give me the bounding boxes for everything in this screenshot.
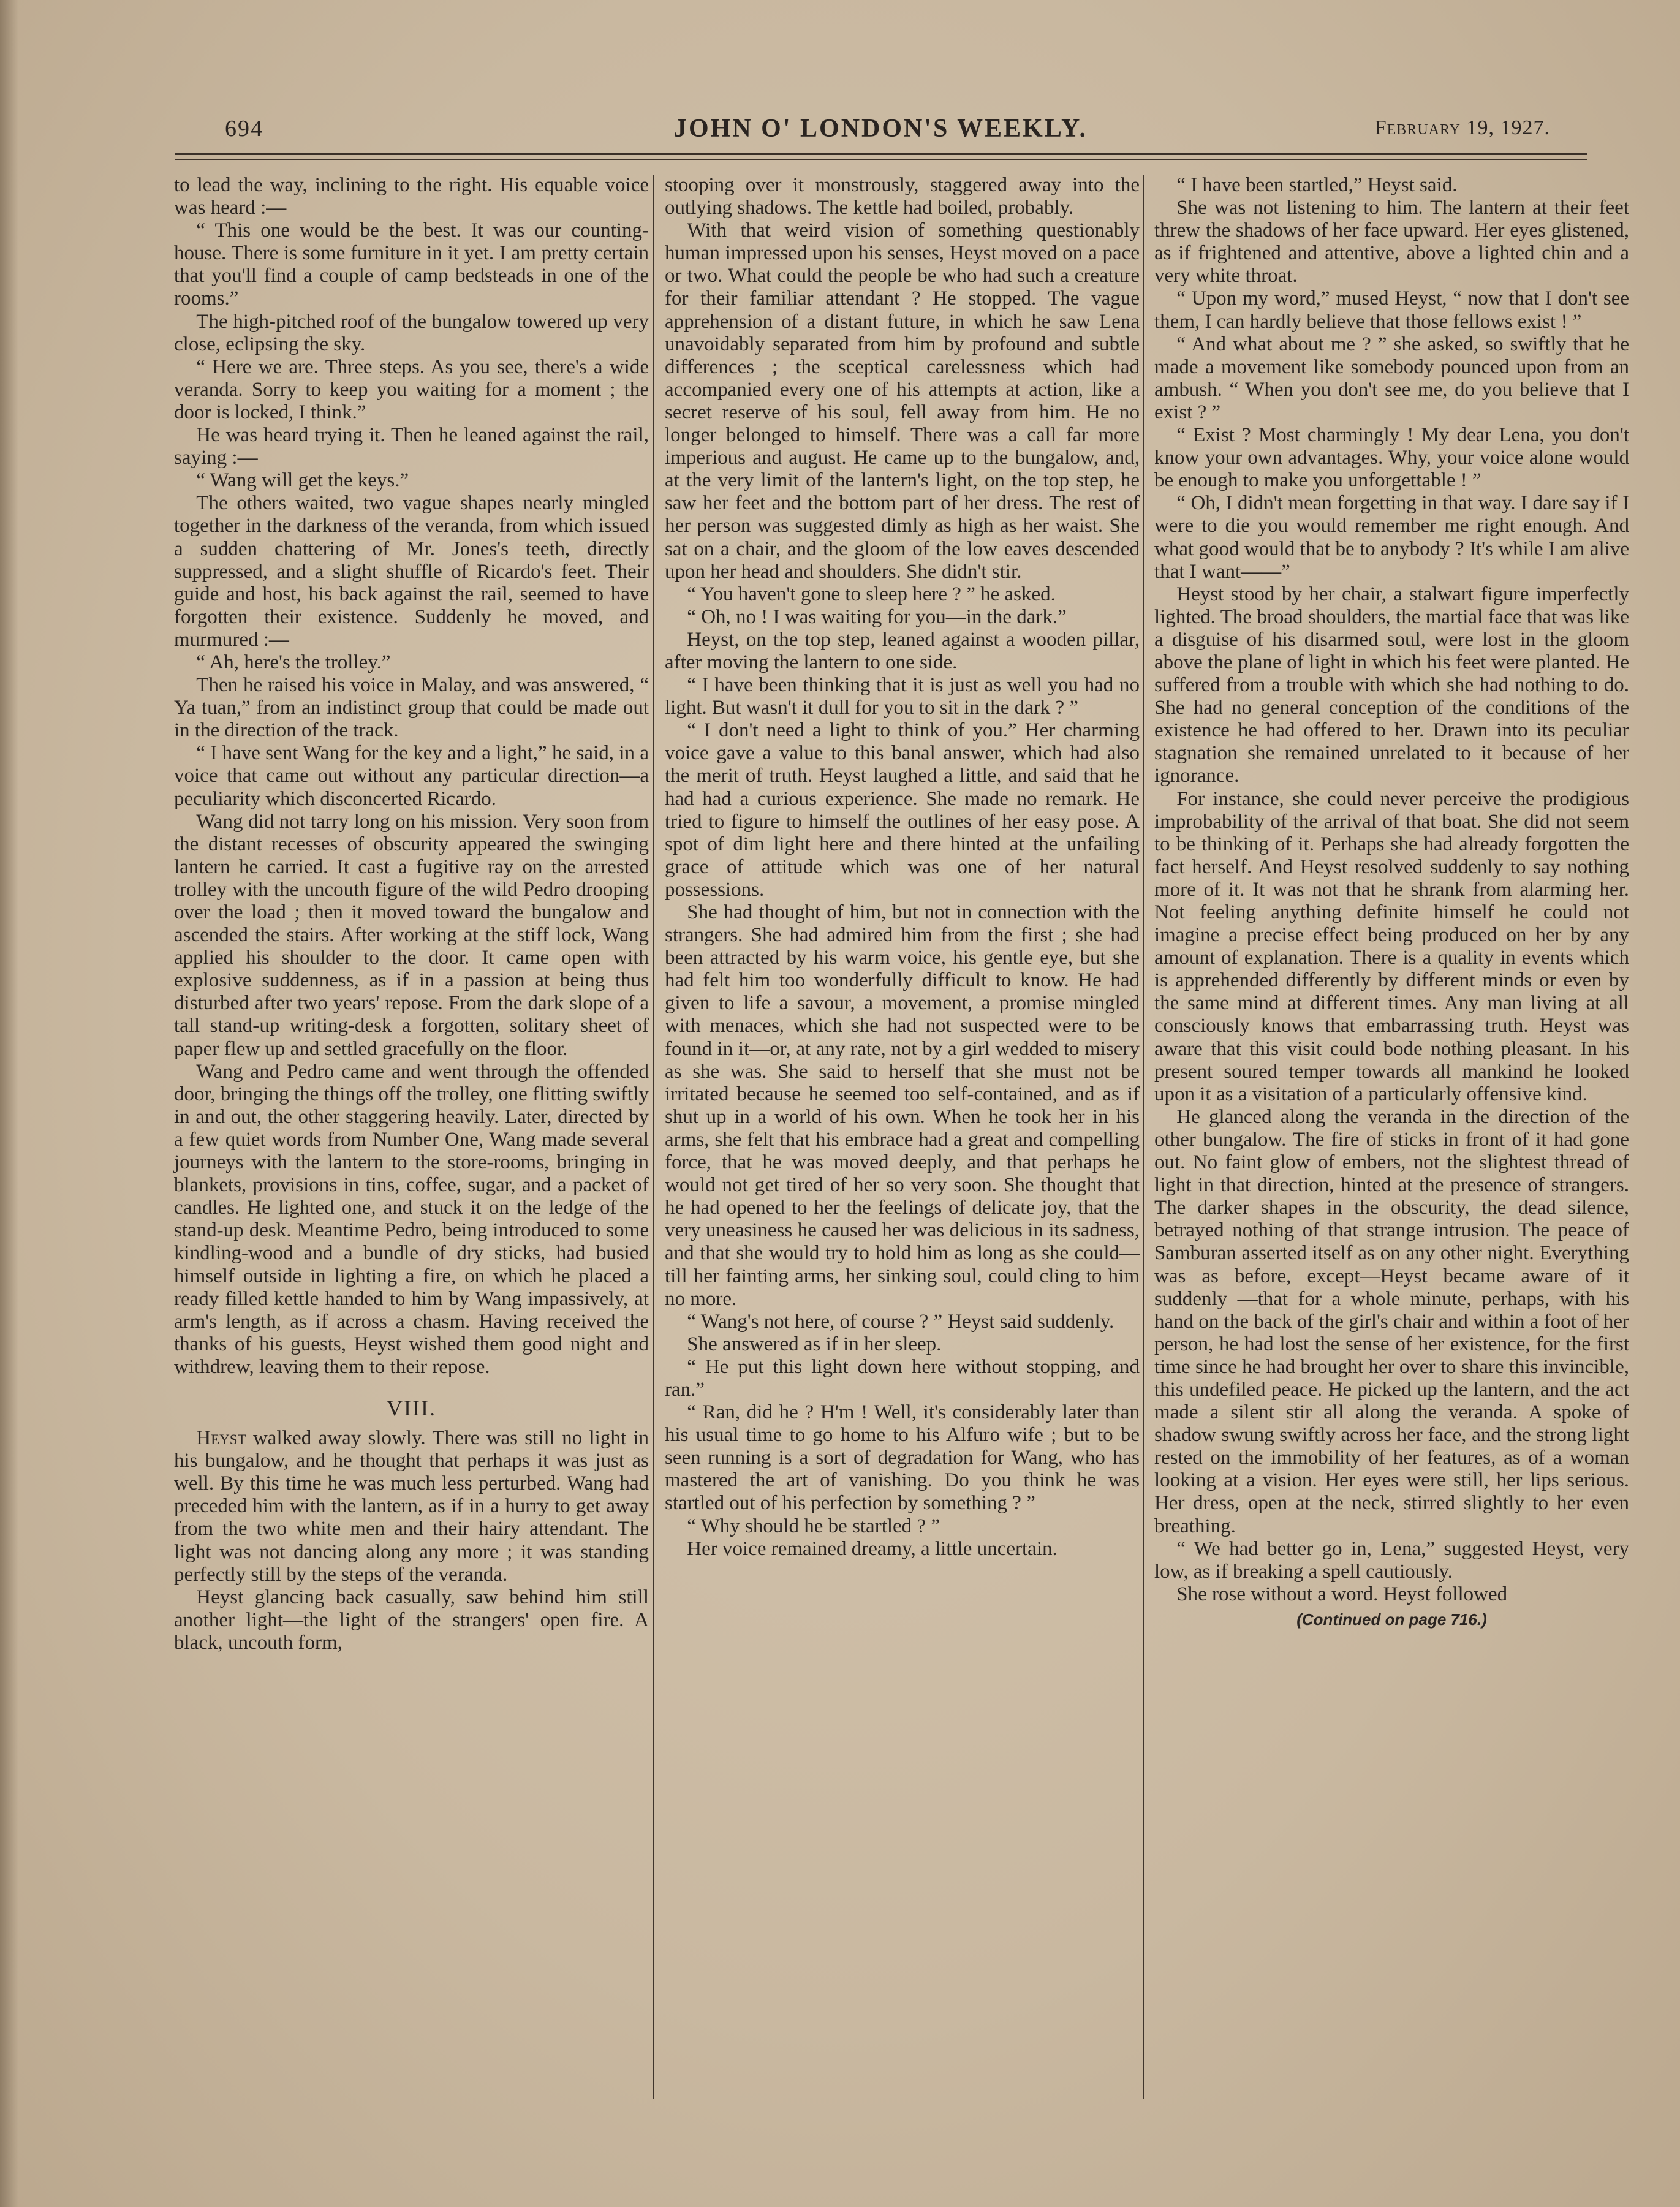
publication-title: JOHN O' LONDON'S WEEKLY. bbox=[674, 115, 1088, 143]
paragraph: “ Oh, I didn't mean forgetting in that way. I dare say if I were to die you would remember me right enough. And what good would that be to anybody ? It's while I am alive that I want——” bbox=[1154, 492, 1629, 583]
paragraph: She had thought of him, but not in connection with the strangers. She had admired him from the first ; she had been attracted by his warm voice, his gentle eye, but she had felt him too wonderfully difficult to know. He had given to life a savour, a movement, a promise mingled with menaces, which she had not suspected were to be found in it—or, at any rate, not by a girl wedded to misery as she was. She said to herself that she must not be irritated because he seemed too self-contained, and as if shut up in a world of his own. When he took her in his arms, she felt that his embrace had a great and compelling force, that he was moved deeply, and that perhaps he would not get tired of her so very soon. She thought that he had opened to her the feelings of delicate joy, that the very uneasiness he caused her was delicious in its sadness, and that she would try to hold him as long as she could—till her fainting arms, her sinking soul, could cling to him no more. bbox=[665, 901, 1140, 1310]
page-header bbox=[175, 114, 1587, 151]
paragraph: “ Why should he be startled ? ” bbox=[687, 1515, 940, 1537]
paragraph: She was not listening to him. The lantern at their feet threw the shadows of her face upward. Her eyes glistened, as if frightened and attentive, above a lighted chin and a very white throat. bbox=[1154, 197, 1629, 287]
paragraph: “ This one would be the best. It was our counting-house. There is some furniture in it yet. I am pretty certain that you'll find a couple of camp bedsteads in one of the rooms.” bbox=[174, 219, 649, 310]
paragraph: With that weird vision of something questionably human impressed upon his senses, Heyst moved on a pace or two. What could the people be who had such a creature for their familiar attendant ? He stopped. The vague apprehension of a distant future, in which he saw Lena unavoidably separated from him by profound and subtle differences ; the sceptical carelessness which had accompanied every one of his attempts at action, like a secret reserve of his soul, fell away from him. He no longer belonged to himself. There was a call far more imperious and august. He came up to the bungalow, and, at the very limit of the lantern's light, on the top step, he saw her feet and the bottom part of her dress. The rest of her person was suggested dimly as high as her waist. She sat on a chair, and the gloom of the low eaves descended upon her head and shoulders. She didn't stir. bbox=[665, 219, 1140, 583]
paragraph: “ I have been thinking that it is just as well you had no light. But wasn't it dull for you to sit in the dark ? ” bbox=[665, 674, 1140, 719]
paragraph: “ I don't need a light to think of you.” Her charming voice gave a value to this banal answer, which had also the merit of truth. Heyst laughed a little, and said that he had had a curious experience. She made no remark. He tried to figure to himself the outlines of her easy pose. A spot of dim light here and there hinted at the unfailing grace of attitude which was one of her natural possessions. bbox=[665, 719, 1140, 901]
paragraph: “ Upon my word,” mused Heyst, “ now that I don't see them, I can hardly believe that those fellows exist ! ” bbox=[1154, 287, 1629, 333]
paragraph: “ Exist ? Most charmingly ! My dear Lena, you don't know your own advantages. Why, your voice alone would be enough to make you unforgettable ! ” bbox=[1154, 424, 1629, 492]
header-rule-thick bbox=[175, 153, 1587, 155]
header-rule-thin bbox=[175, 159, 1587, 160]
column-divider bbox=[1143, 175, 1144, 2099]
paragraph: “ I have sent Wang for the key and a light,” he said, in a voice that came out without any particular direction—a peculiarity which disconcerted Ricardo. bbox=[174, 742, 649, 810]
paragraph: “ Here we are. Three steps. As you see, there's a wide veranda. Sorry to keep you waiting for a moment ; the door is locked, I think.” bbox=[174, 355, 649, 423]
paragraph: He was heard trying it. Then he leaned against the rail, saying :— bbox=[174, 424, 649, 469]
paragraph-text: walked away slowly. There was still no light in his bungalow, and he thought that perhaps it was just as well. By this time he was much less perturbed. Wang had preceded him with the lantern, as if in a hurry to get away from the two white men and their hairy attendant. The light was not dancing along any more ; it was standing perfectly still by the steps of the veranda. bbox=[174, 1427, 649, 1586]
chapter-heading: VIII. bbox=[387, 1395, 436, 1420]
paragraph bbox=[174, 1427, 649, 1586]
page-number: 694 bbox=[225, 116, 263, 142]
paragraph: She answered as if in her sleep. bbox=[687, 1333, 942, 1355]
paragraph: “ You haven't gone to sleep here ? ” he asked. bbox=[687, 583, 1056, 605]
text-column-2 bbox=[665, 174, 1140, 1561]
paragraph: “ I have been startled,” Heyst said. bbox=[1176, 174, 1458, 196]
paragraph: For instance, she could never perceive the prodigious improbability of the arrival of that boat. She did not seem to be thinking of it. Perhaps she had already forgotten the fact herself. And Heyst resolved suddenly to say nothing more of it. It was not that he shrank from alarming her. Not feeling anything definite himself he could not imagine a precise effect being produced on her by any amount of explanation. There is a quality in events which is apprehended differently by different minds or even by the same mind at different times. Any man living at all consciously knows that embarrassing truth. Heyst was aware that this visit could bode nothing pleasant. In his present soured temper towards all mankind he looked upon it as a visitation of a particularly offensive kind. bbox=[1154, 787, 1629, 1105]
continued-note: (Continued on page 716.) bbox=[1296, 1610, 1487, 1629]
paragraph: Wang did not tarry long on his mission. Very soon from the distant recesses of obscurity appeared the swinging lantern he carried. It cast a fugitive ray on the arrested trolley with the uncouth figure of the wild Pedro drooping over the load ; then it moved toward the bungalow and ascended the stairs. After working at the stiff lock, Wang applied his shoulder to the door. It came open with explosive suddenness, as if in a passion at being thus disturbed after two years' repose. From the dark slope of a tall stand-up writing-desk a forgotten, solitary sheet of paper flew up and settled gracefully on the floor. bbox=[174, 810, 649, 1060]
paragraph: “ He put this light down here without stopping, and ran.” bbox=[665, 1355, 1140, 1401]
paragraph: Her voice remained dreamy, a little uncertain. bbox=[687, 1537, 1058, 1560]
paragraph: “ Ah, here's the trolley.” bbox=[196, 651, 391, 673]
paragraph: He glanced along the veranda in the direction of the other bungalow. The fire of sticks in front of it had gone out. No faint glow of embers, not the slightest thread of light in that direction, hinted at the presence of strangers. The darker shapes in the obscurity, the dead silence, betrayed nothing of that strange intrusion. The peace of Samburan asserted itself as on any other night. Everything was as before, except—Heyst became aware of it suddenly —that for a whole minute, perhaps, with his hand on the back of the girl's chair and within a foot of her person, he had lost the sense of her existence, for the first time since he had brought her over to share this invincible, this undefiled peace. He picked up the lantern, and the act made a silent stir all along the veranda. A spoke of shadow swung swiftly across her face, and the strong light rested on the immobility of her features, as of a woman looking at a vision. Her eyes were still, her lips serious. Her dress, open at the neck, stirred slightly to her even breathing. bbox=[1154, 1105, 1629, 1537]
paragraph: The high-pitched roof of the bungalow towered up very close, eclipsing the sky. bbox=[174, 310, 649, 355]
paragraph: “ We had better go in, Lena,” suggested Heyst, very low, as if breaking a spell cautiously. bbox=[1154, 1537, 1629, 1583]
column-divider bbox=[653, 175, 654, 2099]
text-column-3 bbox=[1154, 174, 1629, 1631]
drop-lead-word: Heyst bbox=[196, 1427, 246, 1450]
paragraph: “ And what about me ? ” she asked, so swiftly that he made a movement like somebody pounced upon from an ambush. “ When you don't see me, do you believe that I exist ? ” bbox=[1154, 333, 1629, 423]
issue-date: February 19, 1927. bbox=[1374, 116, 1550, 139]
paragraph: Heyst stood by her chair, a stalwart figure imperfectly lighted. The broad shoulders, the martial face that was like a disguise of his disarmed soul, were lost in the gloom above the plane of light in which his feet were planted. He suffered from a trouble with which she had nothing to do. She had no general conception of the conditions of the existence he had offered to her. Drawn into its peculiar stagnation she remained unrelated to it because of her ignorance. bbox=[1154, 583, 1629, 787]
paragraph: stooping over it monstrously, staggered away into the outlying shadows. The kettle had boiled, probably. bbox=[665, 174, 1140, 219]
paragraph: “ Ran, did he ? H'm ! Well, it's considerably later than his usual time to go home to his Alfuro wife ; but to be seen running is a sort of degradation for Wang, who has mastered the art of vanishing. Do you think he was startled out of his perfection by something ? ” bbox=[665, 1401, 1140, 1515]
text-column-1 bbox=[174, 174, 649, 1654]
paragraph: The others waited, two vague shapes nearly mingled together in the darkness of the veranda, from which issued a sudden chattering of Mr. Jones's teeth, directly suppressed, and a slight shuffle of Ricardo's feet. Their guide and host, his back against the rail, seemed to have forgotten their existence. Suddenly he moved, and murmured :— bbox=[174, 492, 649, 651]
paragraph: Then he raised his voice in Malay, and was answered, “ Ya tuan,” from an indistinct group that could be made out in the direction of the track. bbox=[174, 674, 649, 742]
paragraph: to lead the way, inclining to the right. His equable voice was heard :— bbox=[174, 174, 649, 219]
paragraph: “ Oh, no ! I was waiting for you—in the dark.” bbox=[687, 605, 1067, 628]
paragraph: She rose without a word. Heyst followed bbox=[1176, 1583, 1508, 1605]
paragraph: Wang and Pedro came and went through the offended door, bringing the things off the trolley, one flitting swiftly in and out, the other staggering heavily. Later, directed by a few quiet words from Number One, Wang made several journeys with the lantern to the store-rooms, bringing in blankets, provisions in tins, coffee, sugar, and a packet of candles. He lighted one, and stuck it on the ledge of the stand-up desk. Meantime Pedro, being introduced to some kindling-wood and a bundle of dry sticks, had busied himself outside in lighting a fire, on which he placed a ready filled kettle handed to him by Wang impassively, at arm's length, as if across a chasm. Having received the thanks of his guests, Heyst wished them good night and withdrew, leaving them to their repose. bbox=[174, 1060, 649, 1378]
paragraph: “ Wang's not here, of course ? ” Heyst said suddenly. bbox=[687, 1310, 1114, 1333]
page-edge-shadow bbox=[0, 0, 18, 2207]
paragraph: “ Wang will get the keys.” bbox=[196, 469, 409, 492]
paragraph: Heyst glancing back casually, saw behind him still another light—the light of the strangers' open fire. A black, uncouth form, bbox=[174, 1586, 649, 1654]
paragraph: Heyst, on the top step, leaned against a wooden pillar, after moving the lantern to one side. bbox=[665, 628, 1140, 673]
